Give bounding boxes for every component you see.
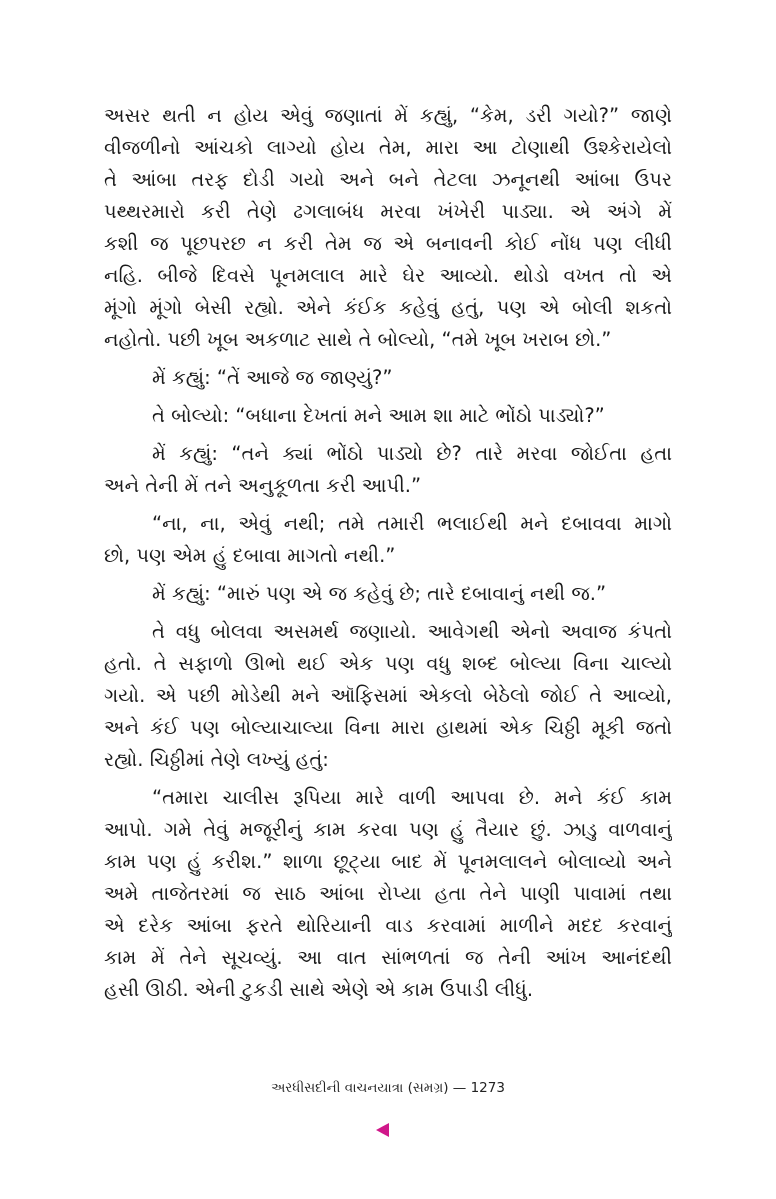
text-line: “તમારા ચાલીસ રૂપિયા મારે વાળી આપવા છે. મને કંઈ કામ bbox=[152, 786, 672, 809]
text-line: મેં કહ્યું: “મારું પણ એ જ કહેવું છે; તારે દબાવાનું નથી જ.” bbox=[152, 582, 607, 605]
paragraph bbox=[104, 508, 672, 572]
text-line: એ દરેક આંબા ફરતે થોરિયાની વાડ કરવામાં માળીને મદદ કરવાનું bbox=[104, 914, 672, 937]
page-footer: અરધીસદીની વાચનયાત્રા (સમગ્ર) — 1273 bbox=[271, 1080, 505, 1096]
paragraph bbox=[104, 616, 672, 776]
text-line: વીજળીનો આંચકો લાગ્યો હોય તેમ, મારા આ ટોણાથી ઉશ્કેરાયેલો bbox=[104, 136, 672, 159]
text-line: કામ પણ હું કરીશ.” શાળા છૂટ્યા બાદ મેં પૂનમલાલને બોલાવ્યો અને bbox=[104, 850, 672, 873]
text-line: આપો. ગમે તેવું મજૂરીનું કામ કરવા પણ હું તૈયાર છું. ઝાડુ વાળવાનું bbox=[104, 818, 672, 841]
text-line: કામ મેં તેને સૂચવ્યું. આ વાત સાંભળતાં જ તેની આંખ આનંદથી bbox=[104, 946, 672, 969]
body-text bbox=[104, 100, 672, 1012]
text-line: મેં કહ્યું: “તને ક્યાં ભોંઠો પાડ્યો છે? તારે મરવા જોઈતા હતા bbox=[152, 442, 672, 465]
text-line: તે આંબા તરફ દોડી ગયો અને બને તેટલા ઝનૂનથી આંબા ઉપર bbox=[104, 168, 672, 191]
paragraph bbox=[104, 100, 672, 356]
text-line: મેં કહ્યું: “તેં આજે જ જાણ્યું?” bbox=[152, 366, 393, 389]
text-line: રહ્યો. ચિઠ્ઠીમાં તેણે લખ્યું હતું: bbox=[104, 748, 329, 771]
text-line: નહોતો. પછી ખૂબ અકળાટ સાથે તે બોલ્યો, “તમે ખૂબ ખરાબ છો.” bbox=[104, 328, 612, 351]
paragraph bbox=[104, 438, 672, 502]
paragraph bbox=[104, 782, 672, 1006]
text-line: પથ્થરમારો કરી તેણે ઢગલાબંધ મરવા ખંખેરી પાડ્યા. એ અંગે મેં bbox=[104, 200, 672, 223]
text-line: અને તેની મેં તને અનુકૂળતા કરી આપી.” bbox=[104, 474, 422, 497]
previous-page-arrow-icon[interactable] bbox=[376, 1123, 389, 1137]
text-line: તે વધુ બોલવા અસમર્થ જણાયો. આવેગથી એનો અવાજ કંપતો bbox=[152, 620, 672, 643]
text-line: મૂંગો મૂંગો બેસી રહ્યો. એને કંઈક કહેવું હતું, પણ એ બોલી શકતો bbox=[104, 296, 672, 319]
text-line: ગયો. એ પછી મોડેથી મને ઑફિસમાં એકલો બેઠેલો જોઈ તે આવ્યો, bbox=[104, 684, 672, 707]
paragraph bbox=[104, 400, 672, 432]
text-line: કશી જ પૂછપરછ ન કરી તેમ જ એ બનાવની કોઈ નોંધ પણ લીધી bbox=[104, 232, 672, 255]
text-line: હતો. તે સફાળો ઊભો થઈ એક પણ વધુ શબ્દ બોલ્યા વિના ચાલ્યો bbox=[104, 652, 672, 675]
text-line: “ના, ના, એવું નથી; તમે તમારી ભલાઈથી મને દબાવવા માગો bbox=[152, 512, 672, 535]
paragraph bbox=[104, 362, 672, 394]
text-line: અમે તાજેતરમાં જ સાઠ આંબા રોપ્યા હતા તેને પાણી પાવામાં તથા bbox=[104, 882, 672, 905]
text-line: છો, પણ એમ હું દબાવા માગતો નથી.” bbox=[104, 544, 396, 567]
text-line: નહિ. બીજે દિવસે પૂનમલાલ મારે ઘેર આવ્યો. થોડો વખત તો એ bbox=[104, 264, 672, 287]
text-line: તે બોલ્યો: “બધાના દેખતાં મને આમ શા માટે ભોંઠો પાડ્યો?” bbox=[152, 404, 605, 427]
paragraph bbox=[104, 578, 672, 610]
text-line: હસી ઊઠી. એની ટુકડી સાથે એણે એ કામ ઉપાડી લીધું. bbox=[104, 978, 534, 1001]
text-line: અને કંઈ પણ બોલ્યાચાલ્યા વિના મારા હાથમાં એક ચિઠ્ઠી મૂકી જતો bbox=[104, 716, 672, 739]
text-line: અસર થતી ન હોય એવું જણાતાં મેં કહ્યું, “કેમ, ડરી ગયો?” જાણે bbox=[104, 104, 672, 127]
